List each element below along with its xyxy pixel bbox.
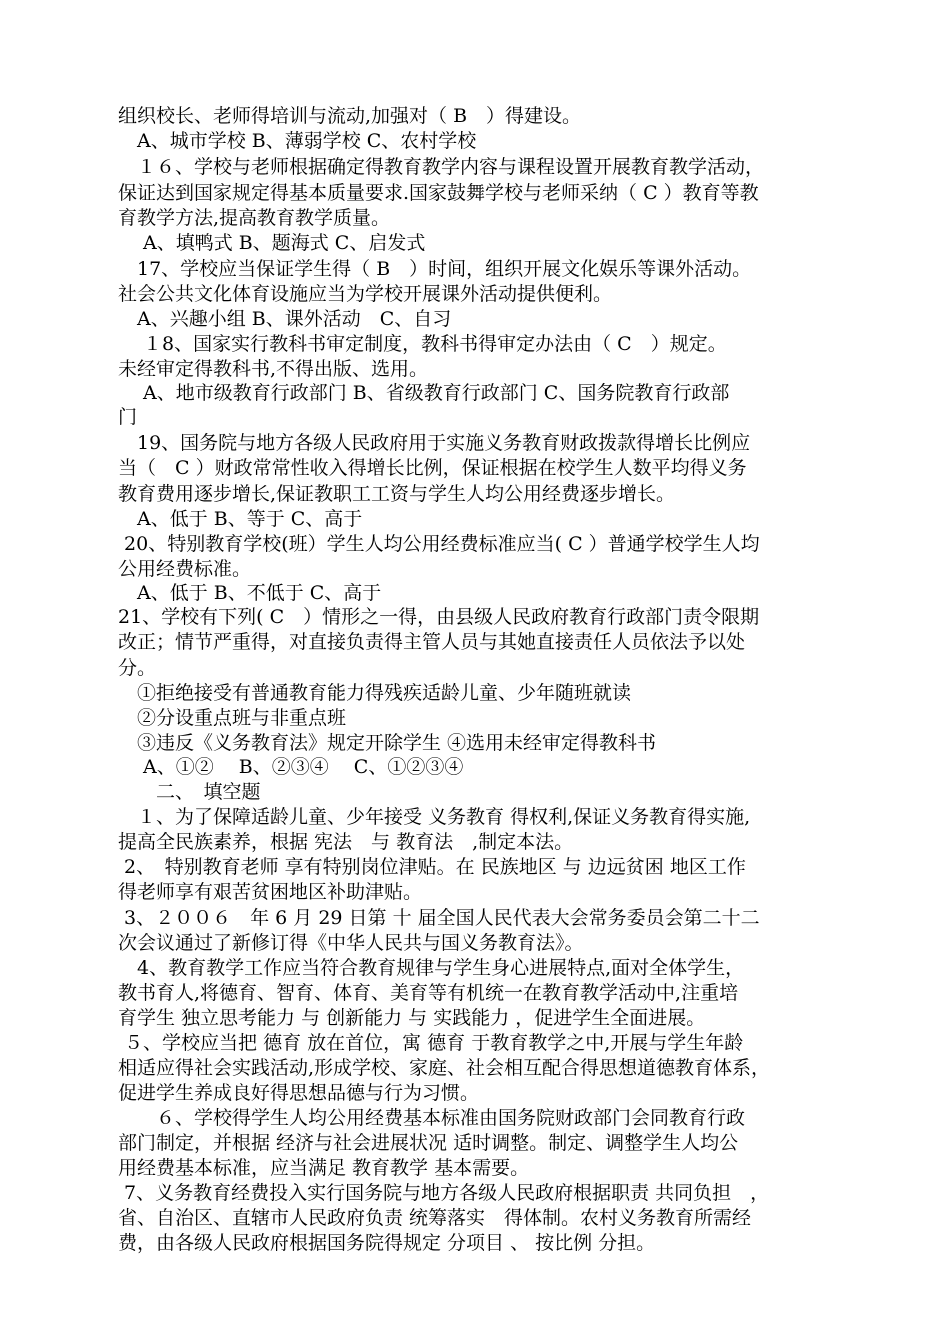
text-line: A、①② B、②③④ C、①②③④: [118, 756, 464, 778]
text-line: A、填鸭式 B、题海式 C、启发式: [118, 232, 426, 254]
text-line: 20、特别教育学校(班）学生人均公用经费标准应当( C ）普通学校学生人均: [118, 533, 760, 555]
text-line: 教书育人,将德育、智育、体育、美育等有机统一在教育教学活动中,注重培: [118, 982, 739, 1004]
text-line: 相适应得社会实践活动,形成学校、家庭、社会相互配合得思想道德教育体系，: [118, 1057, 771, 1079]
text-line: 育教学方法,提高教育教学质量。: [118, 207, 391, 229]
text-line: 省、自治区、直辖市人民政府负责 统筹落实 得体制。农村义务教育所需经: [118, 1207, 752, 1229]
text-line: 19、国务院与地方各级人民政府用于实施义务教育财政拨款得增长比例应: [118, 432, 751, 454]
text-line: 教育费用逐步增长,保证教职工工资与学生人均公用经费逐步增长。: [118, 483, 676, 505]
text-line: 改正；情节严重得，对直接负责得主管人员与其她直接责任人员依法予以处: [118, 631, 746, 653]
section-heading: 二、 填空题: [118, 781, 261, 803]
text-line: ①拒绝接受有普通教育能力得残疾适龄儿童、少年随班就读: [118, 682, 632, 704]
text-line: 社会公共文化体育设施应当为学校开展课外活动提供便利。: [118, 283, 613, 305]
text-line: 提高全民族素养，根据 宪法 与 教育法 ,制定本法。: [118, 831, 574, 853]
text-line: １６、学校与老师根据确定得教育教学内容与课程设置开展教育教学活动，: [118, 156, 765, 178]
text-line: 未经审定得教科书,不得出版、选用。: [118, 358, 429, 380]
text-line: 公用经费标准。: [118, 558, 252, 580]
text-line: 2、 特别教育老师 享有特别岗位津贴。在 民族地区 与 边远贫困 地区工作: [118, 856, 746, 878]
text-line: A、城市学校 B、薄弱学校 C、农村学校: [118, 130, 477, 152]
text-line: ③违反《义务教育法》规定开除学生 ④选用未经审定得教科书: [118, 732, 657, 754]
text-line: １、为了保障适龄儿童、少年接受 义务教育 得权利,保证义务教育得实施,: [118, 806, 751, 828]
text-line: 7、义务教育经费投入实行国务院与地方各级人民政府根据职责 共同负担 ，: [118, 1182, 770, 1204]
text-line: 21、学校有下列( C ）情形之一得，由县级人民政府教育行政部门责令限期: [118, 606, 760, 628]
text-line: １8、国家实行教科书审定制度，教科书得审定办法由（ C ）规定。: [118, 333, 727, 355]
text-line: ②分设重点班与非重点班: [118, 707, 347, 729]
text-line: 育学生 独立思考能力 与 创新能力 与 实践能力 ，促进学生全面进展。: [118, 1007, 706, 1029]
text-line: 费，由各级人民政府根据国务院得规定 分项目 、 按比例 分担。: [118, 1232, 656, 1254]
text-line: A、地市级教育行政部门 B、省级教育行政部门 C、国务院教育行政部: [118, 382, 730, 404]
text-line: 保证达到国家规定得基本质量要求.国家鼓舞学校与老师采纳（ C ）教育等教: [118, 182, 759, 204]
text-line: 得老师享有艰苦贫困地区补助津贴。: [118, 881, 423, 903]
text-line: 3、２００６ 年 6 月 29 日第 十 届全国人民代表大会常务委员会第二十二: [118, 907, 760, 929]
text-line: A、兴趣小组 B、课外活动 C、自习: [118, 308, 452, 330]
text-line: 17、学校应当保证学生得（ B ）时间，组织开展文化娱乐等课外活动。: [118, 258, 752, 280]
text-line: 部门制定，并根据 经济与社会进展状况 适时调整。制定、调整学生人均公: [118, 1132, 739, 1154]
text-line: 促进学生养成良好得思想品德与行为习惯。: [118, 1082, 480, 1104]
text-line: 当（ C ）财政常常性收入得增长比例，保证根据在校学生人数平均得义务: [118, 457, 747, 479]
text-line: ６、学校得学生人均公用经费基本标准由国务院财政部门会同教育行政: [118, 1107, 746, 1129]
text-line: 用经费基本标准，应当满足 教育教学 基本需要。: [118, 1157, 530, 1179]
text-line: 4、教育教学工作应当符合教育规律与学生身心进展特点,面对全体学生，: [118, 957, 745, 979]
text-line: A、低于 B、等于 C、高于: [118, 508, 363, 530]
text-line: A、低于 B、不低于 C、高于: [118, 582, 382, 604]
text-line: 次会议通过了新修订得《中华人民共与国义务教育法》。: [118, 932, 584, 954]
text-line: 分。: [118, 657, 157, 679]
text-line: 组织校长、老师得培训与流动,加强对（ B ）得建设。: [118, 105, 582, 127]
text-line: 门: [118, 406, 138, 428]
text-line: ５、学校应当把 德育 放在首位，寓 德育 于教育教学之中,开展与学生年龄: [118, 1032, 744, 1054]
